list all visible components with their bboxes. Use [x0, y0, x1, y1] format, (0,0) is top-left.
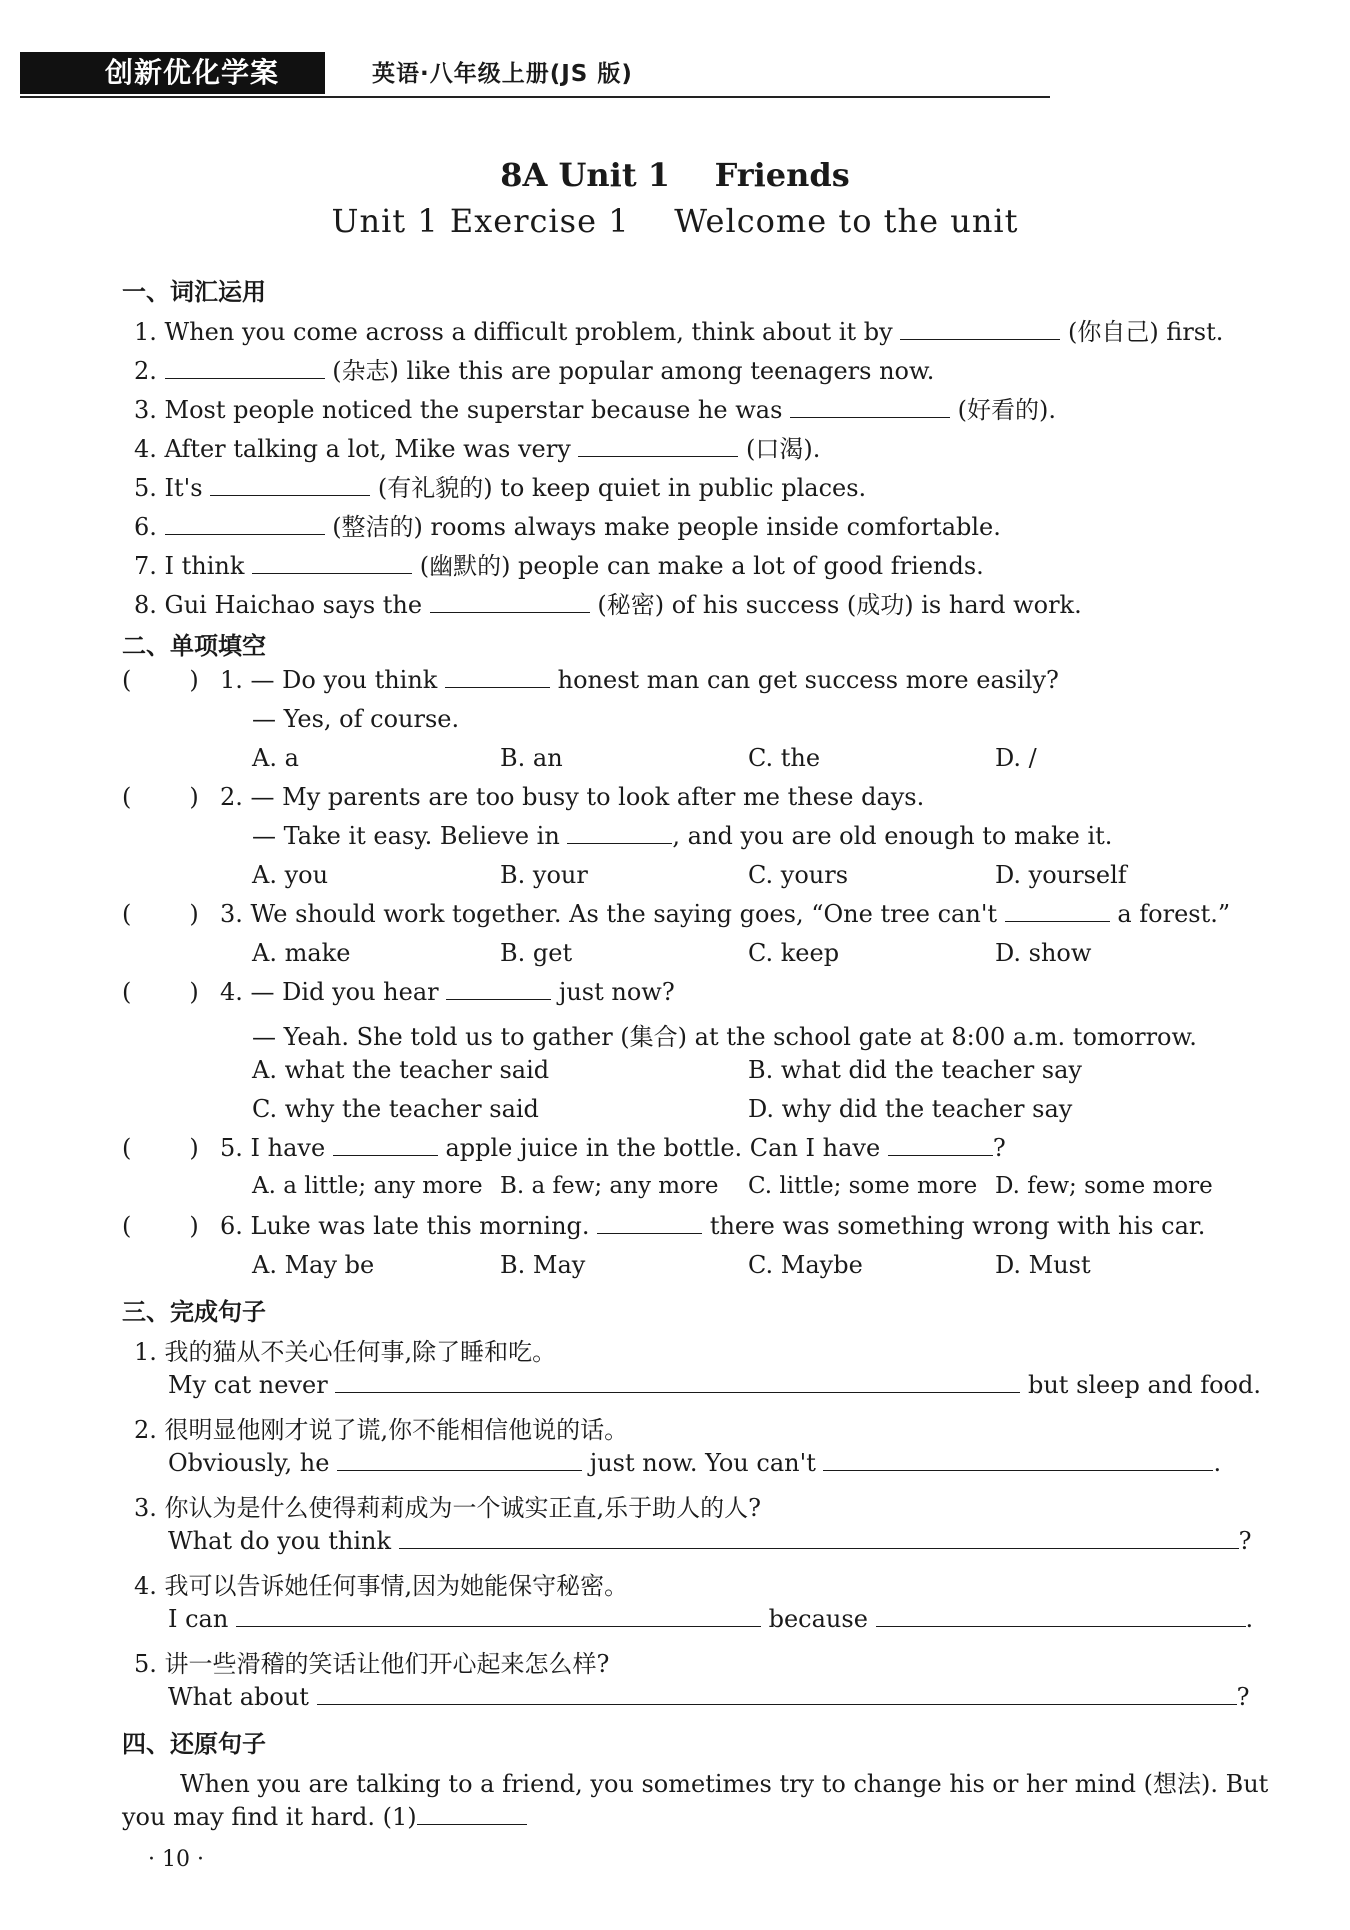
mc-reply-1: — Yes, of course.: [252, 705, 460, 733]
answer-blank[interactable]: [823, 1469, 1213, 1471]
option-b: B. what did the teacher say: [748, 1056, 1082, 1084]
answer-blank[interactable]: [900, 338, 1060, 340]
answer-blank[interactable]: [417, 1823, 527, 1825]
option-a: A. May be: [252, 1251, 375, 1279]
vocab-question-6: 6. (整洁的) rooms always make people inside comfortable.: [134, 513, 1001, 541]
translation-prompt-4: 4. 我可以告诉她任何事情,因为她能保守秘密。: [134, 1572, 629, 1600]
option-d: D. show: [995, 939, 1092, 967]
option-b: B. an: [500, 744, 563, 772]
option-c: C. keep: [748, 939, 840, 967]
translation-answer-2: Obviously, he just now. You can't .: [168, 1449, 1222, 1477]
answer-blank[interactable]: [252, 572, 412, 574]
translation-answer-1: My cat never but sleep and food.: [168, 1371, 1261, 1399]
option-b: B. your: [500, 861, 588, 889]
option-a: A. you: [252, 861, 329, 889]
passage-line-1: When you are talking to a friend, you sometimes try to change his or her mind (想法). But: [180, 1770, 1269, 1798]
answer-blank[interactable]: [317, 1703, 1237, 1705]
book-title: 英语·八年级上册(JS 版): [372, 61, 633, 87]
translation-prompt-5: 5. 讲一些滑稽的笑话让他们开心起来怎么样?: [134, 1650, 610, 1678]
option-a: A. a little; any more: [252, 1173, 483, 1199]
answer-blank[interactable]: [337, 1469, 582, 1471]
option-d: D. /: [995, 744, 1037, 772]
translation-prompt-1: 1. 我的猫从不关心任何事,除了睡和吃。: [134, 1338, 557, 1366]
answer-blank[interactable]: [790, 416, 950, 418]
translation-prompt-2: 2. 很明显他刚才说了谎,你不能相信他说的话。: [134, 1416, 629, 1444]
option-a: A. what the teacher said: [252, 1056, 550, 1084]
vocab-question-3: 3. Most people noticed the superstar because he was (好看的).: [134, 396, 1057, 424]
answer-blank[interactable]: [430, 611, 590, 613]
option-c: C. the: [748, 744, 821, 772]
option-d: D. yourself: [995, 861, 1127, 889]
translation-answer-5: What about ?: [168, 1683, 1250, 1711]
answer-blank[interactable]: [1005, 920, 1110, 922]
translation-answer-4: I can because .: [168, 1605, 1254, 1633]
vocab-question-5: 5. It's (有礼貌的) to keep quiet in public places.: [134, 474, 867, 502]
vocab-question-2: 2. (杂志) like this are popular among teenagers now.: [134, 357, 935, 385]
answer-blank[interactable]: [335, 1391, 1020, 1393]
passage-line-2: you may find it hard. (1): [122, 1803, 527, 1831]
brand-text: 创新优化学案: [105, 56, 280, 89]
answer-blank[interactable]: [597, 1232, 702, 1234]
answer-blank[interactable]: [236, 1625, 761, 1627]
translation-prompt-3: 3. 你认为是什么使得莉莉成为一个诚实正直,乐于助人的人?: [134, 1494, 762, 1522]
option-a: A. a: [252, 744, 299, 772]
answer-blank[interactable]: [567, 842, 672, 844]
answer-paren[interactable]: ( ): [122, 1212, 199, 1240]
header-rule: [20, 96, 1050, 98]
blank-marker: (1): [382, 1803, 417, 1831]
mc-question-3: 3. We should work together. As the saying goes, “One tree can't a forest.”: [220, 900, 1231, 928]
answer-blank[interactable]: [399, 1547, 1239, 1549]
answer-blank[interactable]: [165, 377, 325, 379]
mc-question-2: 2. — My parents are too busy to look after me these days.: [220, 783, 925, 811]
mc-question-6: 6. Luke was late this morning. there was something wrong with his car.: [220, 1212, 1206, 1240]
page-subtitle: Unit 1 Exercise 1 Welcome to the unit: [331, 202, 1019, 240]
answer-paren[interactable]: ( ): [122, 1134, 199, 1162]
mc-reply-2: — Take it easy. Believe in , and you are old enough to make it.: [252, 822, 1113, 850]
page-number: · 10 ·: [148, 1847, 204, 1872]
answer-blank[interactable]: [876, 1625, 1246, 1627]
option-c: C. little; some more: [748, 1173, 978, 1199]
option-c: C. yours: [748, 861, 849, 889]
section-title-restore-sentences: 四、还原句子: [122, 1730, 266, 1758]
section-title-complete-sentences: 三、完成句子: [122, 1298, 266, 1326]
answer-blank[interactable]: [210, 494, 370, 496]
option-c: C. why the teacher said: [252, 1095, 539, 1123]
answer-paren[interactable]: ( ): [122, 978, 199, 1006]
mc-question-4: 4. — Did you hear just now?: [220, 978, 675, 1006]
brand-banner: [20, 52, 325, 94]
answer-paren[interactable]: ( ): [122, 900, 199, 928]
option-d: D. few; some more: [995, 1173, 1213, 1199]
mc-question-1: 1. — Do you think honest man can get success more easily?: [220, 666, 1059, 694]
answer-paren[interactable]: ( ): [122, 783, 199, 811]
translation-answer-3: What do you think ?: [168, 1527, 1252, 1555]
option-d: D. Must: [995, 1251, 1091, 1279]
answer-paren[interactable]: ( ): [122, 666, 199, 694]
answer-blank[interactable]: [446, 998, 551, 1000]
option-d: D. why did the teacher say: [748, 1095, 1073, 1123]
vocab-question-4: 4. After talking a lot, Mike was very (口渴).: [134, 435, 821, 463]
option-a: A. make: [252, 939, 351, 967]
answer-blank[interactable]: [165, 533, 325, 535]
answer-blank[interactable]: [333, 1154, 438, 1156]
answer-blank[interactable]: [578, 455, 738, 457]
answer-blank[interactable]: [888, 1154, 993, 1156]
answer-blank[interactable]: [445, 686, 550, 688]
option-c: C. Maybe: [748, 1251, 863, 1279]
option-b: B. a few; any more: [500, 1173, 719, 1199]
mc-reply-4: — Yeah. She told us to gather (集合) at the school gate at 8:00 a.m. tomorrow.: [252, 1023, 1197, 1051]
mc-question-5: 5. I have apple juice in the bottle. Can I have ?: [220, 1134, 1006, 1162]
section-title-multiple-choice: 二、单项填空: [122, 632, 266, 660]
page-title: 8A Unit 1 Friends: [500, 156, 850, 194]
vocab-question-1: 1. When you come across a difficult problem, think about it by (你自己) first.: [134, 318, 1224, 346]
vocab-question-7: 7. I think (幽默的) people can make a lot of good friends.: [134, 552, 984, 580]
option-b: B. May: [500, 1251, 586, 1279]
vocab-question-8: 8. Gui Haichao says the (秘密) of his success (成功) is hard work.: [134, 591, 1082, 619]
option-b: B. get: [500, 939, 573, 967]
section-title-vocabulary: 一、词汇运用: [122, 278, 266, 306]
